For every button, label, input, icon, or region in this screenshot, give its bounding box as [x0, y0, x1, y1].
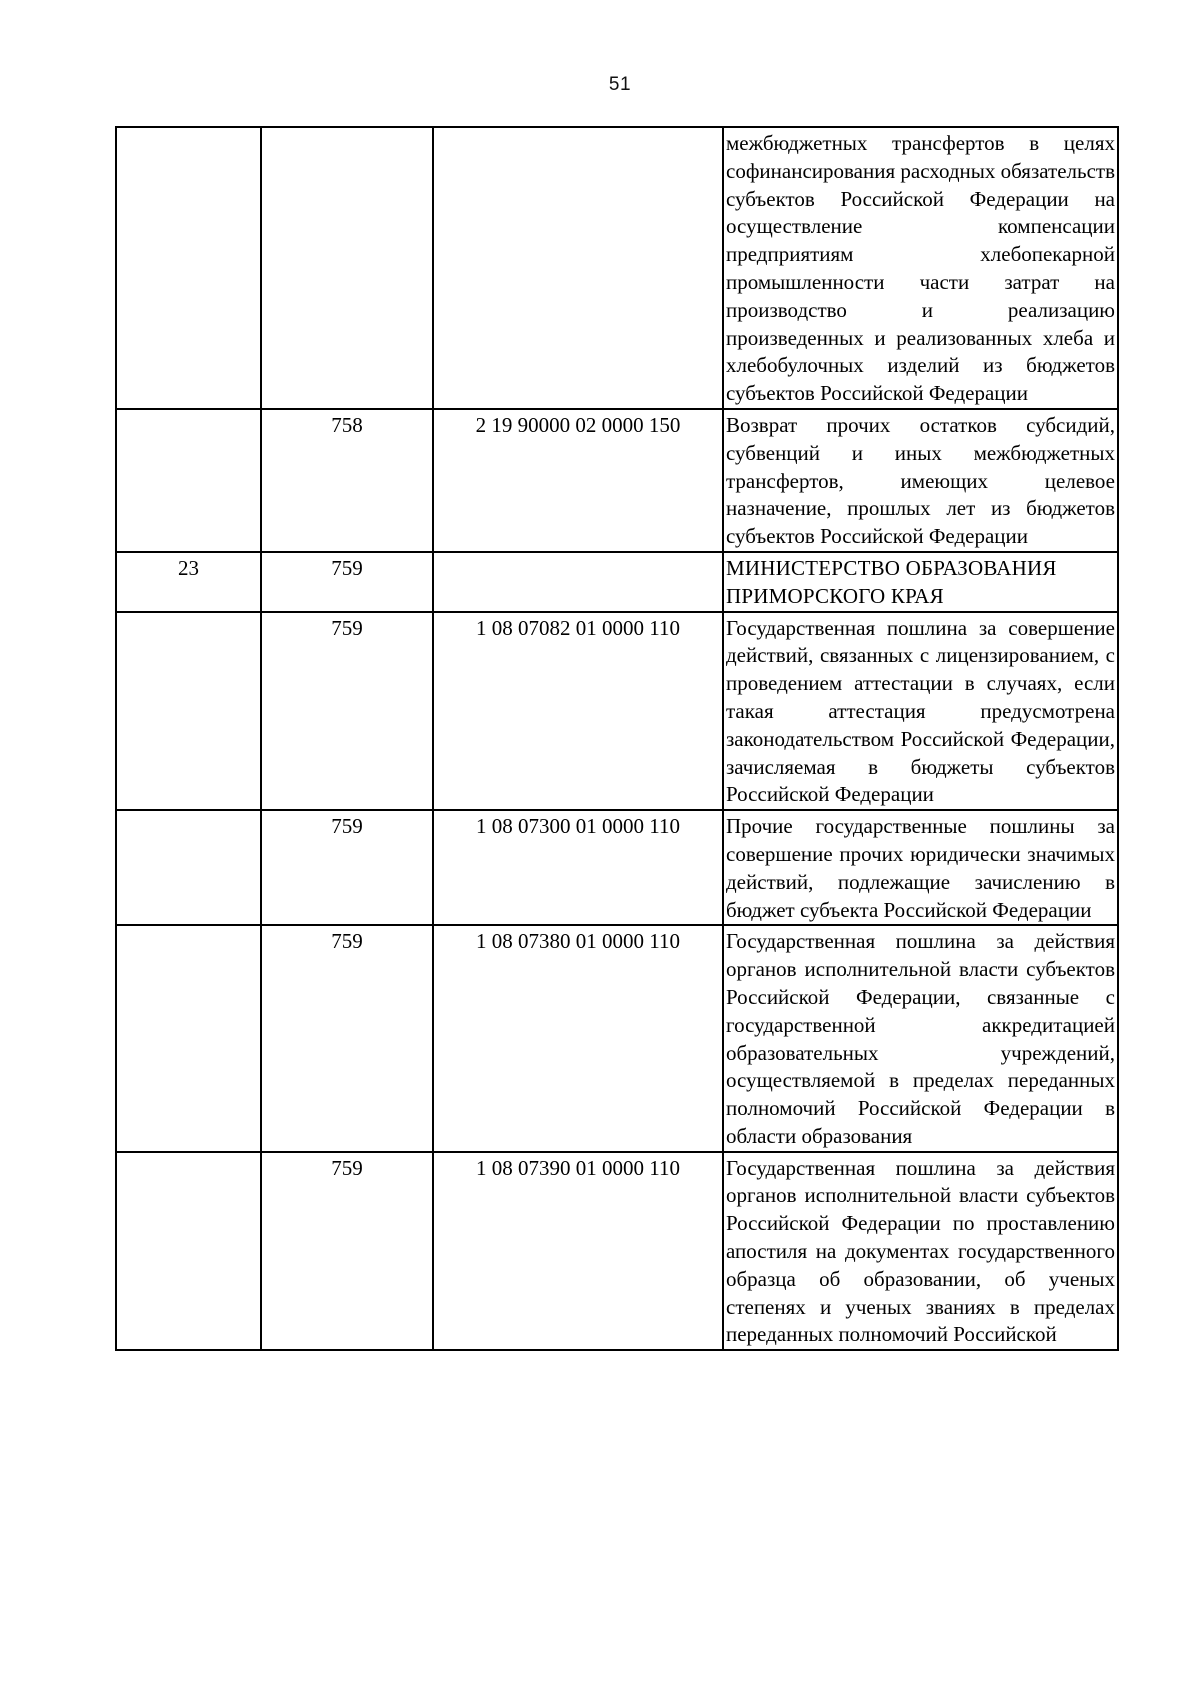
administrator-code-cell: 758 — [261, 409, 433, 552]
administrator-code-cell: 759 — [261, 552, 433, 612]
administrator-code-cell: 759 — [261, 1152, 433, 1351]
description-cell: Возврат прочих остатков субсидий, субвенций и иных межбюджетных трансфертов, имеющих целевое назначение, прошлых лет из бюджетов субъектов Российской Федерации — [723, 409, 1118, 552]
row-number-cell — [116, 127, 261, 409]
description-cell: Государственная пошлина за действия органов исполнительной власти субъектов Российской Федерации, связанные с государственной аккредитацией образовательных учреждений, осуществляемой в пределах переданных полномочий Российской Федерации в области образования — [723, 925, 1118, 1151]
table-row — [116, 1152, 1118, 1351]
row-number-cell — [116, 1152, 261, 1351]
budget-code-cell — [433, 552, 723, 612]
budget-code-cell: 1 08 07082 01 0000 110 — [433, 612, 723, 811]
administrator-code-cell: 759 — [261, 925, 433, 1151]
page-number: 51 — [608, 74, 632, 95]
description-cell: межбюджетных трансфертов в целях софинансирования расходных обязательств субъектов Российской Федерации на осуществление компенсации предприятиям хлебопекарной промышленности части затрат на производство и реализацию произведенных и реализованных хлеба и хлебобулочных изделий из бюджетов субъектов Российской Федерации — [723, 127, 1118, 409]
table-row-section-header — [116, 552, 1118, 612]
budget-code-cell — [433, 127, 723, 409]
table-row — [116, 925, 1118, 1151]
description-cell: Государственная пошлина за совершение действий, связанных с лицензированием, с проведением аттестации в случаях, если такая аттестация предусмотрена законодательством Российской Федерации, зачисляемая в бюджеты субъектов Российской Федерации — [723, 612, 1118, 811]
revenue-codes-table — [115, 126, 1119, 1351]
row-number-cell — [116, 810, 261, 925]
budget-code-cell: 1 08 07300 01 0000 110 — [433, 810, 723, 925]
table-row — [116, 810, 1118, 925]
row-number-cell — [116, 925, 261, 1151]
ministry-title-cell: МИНИСТЕРСТВО ОБРАЗОВАНИЯ ПРИМОРСКОГО КРАЯ — [723, 552, 1118, 612]
budget-code-cell: 2 19 90000 02 0000 150 — [433, 409, 723, 552]
description-cell: Прочие государственные пошлины за совершение прочих юридически значимых действий, подлежащие зачислению в бюджет субъекта Российской Федерации — [723, 810, 1118, 925]
administrator-code-cell: 759 — [261, 612, 433, 811]
row-number-cell — [116, 612, 261, 811]
row-number-cell — [116, 409, 261, 552]
table-row — [116, 612, 1118, 811]
budget-code-cell: 1 08 07380 01 0000 110 — [433, 925, 723, 1151]
budget-code-cell: 1 08 07390 01 0000 110 — [433, 1152, 723, 1351]
row-number-cell: 23 — [116, 552, 261, 612]
table-row — [116, 409, 1118, 552]
table-row — [116, 127, 1118, 409]
administrator-code-cell — [261, 127, 433, 409]
administrator-code-cell: 759 — [261, 810, 433, 925]
description-cell: Государственная пошлина за действия органов исполнительной власти субъектов Российской Федерации по проставлению апостиля на документах государственного образца об образовании, об ученых степенях и ученых званиях в пределах переданных полномочий Российской — [723, 1152, 1118, 1351]
